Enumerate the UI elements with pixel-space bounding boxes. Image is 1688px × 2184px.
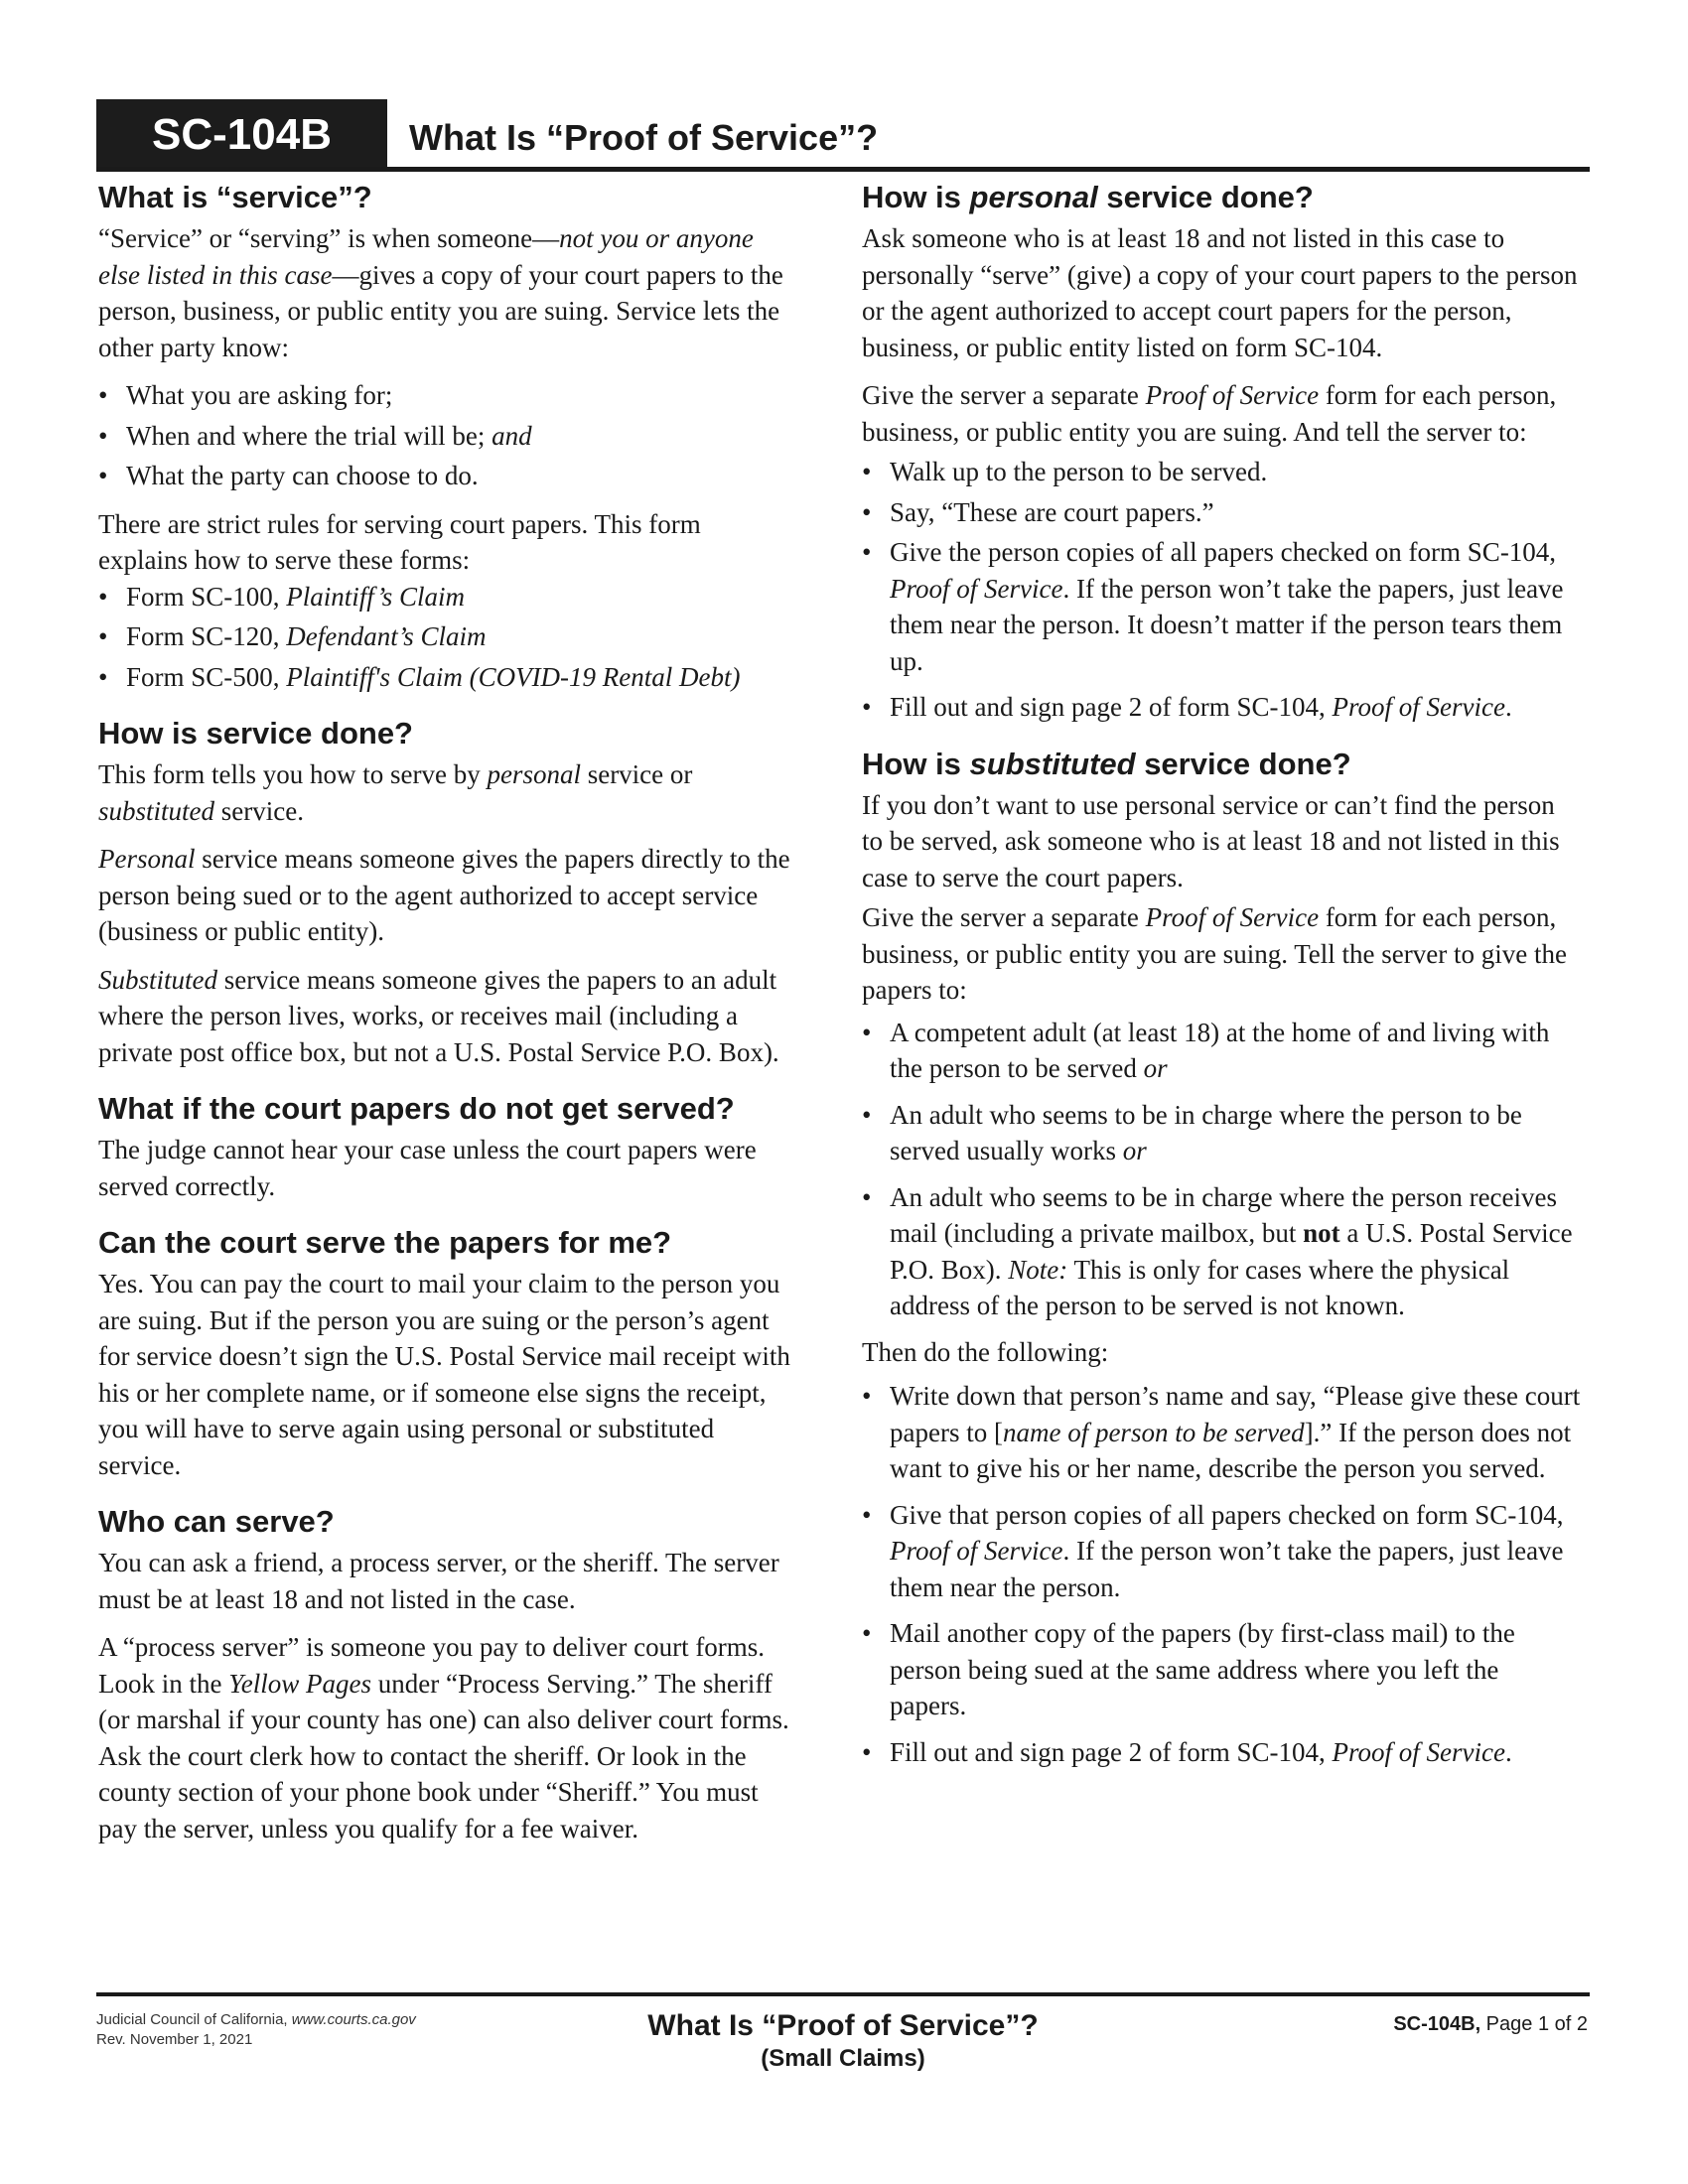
list-item: • An adult who seems to be in charge where the person to be served usually works or bbox=[862, 1097, 1582, 1169]
paragraph: Yes. You can pay the court to mail your claim to the person you are suing. But if the person you are suing or the person’s agent for service doesn’t sign the U.S. Postal Service mail receipt with his or her complete name, or if someone else signs the receipt, you will have to serve again using personal or substituted service. bbox=[98, 1269, 790, 1480]
footer-title: What Is “Proof of Service”? bbox=[647, 2009, 1039, 2042]
section-heading: Can the court serve the papers for me? bbox=[98, 1225, 672, 1260]
list-item: • Form SC-100, Plaintiff’s Claim bbox=[98, 579, 793, 615]
section-what-is-service bbox=[98, 179, 793, 695]
list-item: • Say, “These are court papers.” bbox=[862, 494, 1582, 531]
paragraph: A “process server” is someone you pay to deliver court forms. Look in the Yellow Pages under “Process Serving.” The sheriff (or marshal if your county has one) can also deliver court forms. Ask the court clerk how to contact the sheriff. Or look in the county section of your phone book under “Sheriff.” You must pay the server, unless you qualify for a fee waiver. bbox=[98, 1632, 789, 1843]
left-column bbox=[98, 179, 793, 1858]
list-item: • Form SC-120, Defendant’s Claim bbox=[98, 618, 793, 655]
section-who-can-serve bbox=[98, 1503, 793, 1846]
list-item: • What you are asking for; bbox=[98, 377, 793, 414]
footer-url: www.courts.ca.gov bbox=[291, 2011, 416, 2028]
paragraph: Personal service means someone gives the papers directly to the person being sued or to the agent authorized to accept service (business or public entity). bbox=[98, 844, 790, 946]
form-header bbox=[96, 99, 1590, 171]
paragraph: You can ask a friend, a process server, or the sheriff. The server must be at least 18 and not listed in the case. bbox=[98, 1548, 779, 1614]
form-list bbox=[98, 579, 793, 696]
paragraph: This form tells you how to serve by personal service or substituted service. bbox=[98, 759, 693, 826]
paragraph: Ask someone who is at least 18 and not listed in this case to personally “serve” (give) a copy of your court papers to the person or the agent authorized to accept court papers for the person, business, or public entity listed on form SC-104. bbox=[862, 223, 1578, 362]
page-footer bbox=[96, 1992, 1590, 2082]
footer-title-block bbox=[96, 2008, 1590, 2074]
list-item: • Walk up to the person to be served. bbox=[862, 454, 1582, 490]
list-item: • Fill out and sign page 2 of form SC-104, Proof of Service. bbox=[862, 689, 1582, 726]
section-heading: How is substituted service done? bbox=[862, 746, 1351, 781]
section-heading: What if the court papers do not get served? bbox=[98, 1091, 735, 1126]
footer-publisher: Judicial Council of California, www.courts.ca.gov Rev. November 1, 2021 bbox=[96, 2011, 416, 2048]
paragraph: If you don’t want to use personal service or can’t find the person to be served, ask someone who is at least 18 and not listed in this case to serve the court papers. bbox=[862, 789, 1560, 892]
list-item: • Write down that person’s name and say, “Please give these court papers to [name of person to be served].” If the person does not want to give his or her name, describe the person you served. bbox=[862, 1378, 1582, 1487]
section-heading: How is service done? bbox=[98, 716, 413, 751]
list-item: • Mail another copy of the papers (by first-class mail) to the person being sued at the same address where you left the papers. bbox=[862, 1615, 1582, 1724]
paragraph: Then do the following: bbox=[862, 1336, 1109, 1367]
right-column bbox=[862, 179, 1582, 1782]
list-item: • Give the person copies of all papers checked on form SC-104, Proof of Service. If the person won’t take the papers, just leave them near the person. It doesn’t matter if the person tears them up. bbox=[862, 534, 1582, 679]
section-heading: Who can serve? bbox=[98, 1504, 335, 1539]
footer-subtitle: (Small Claims) bbox=[761, 2045, 925, 2072]
bullet-list bbox=[862, 454, 1582, 726]
list-item: • Form SC-500, Plaintiff's Claim (COVID-19 Rental Debt) bbox=[98, 659, 793, 696]
paragraph: The judge cannot hear your case unless the court papers were served correctly. bbox=[98, 1135, 757, 1201]
paragraph: Give the server a separate Proof of Service form for each person, business, or public entity you are suing. And tell the server to: bbox=[862, 380, 1557, 447]
form-number-badge: SC-104B bbox=[96, 99, 387, 171]
list-item: • Fill out and sign page 2 of form SC-104, Proof of Service. bbox=[862, 1734, 1582, 1771]
section-personal-service bbox=[862, 179, 1582, 726]
section-heading: What is “service”? bbox=[98, 180, 372, 214]
paragraph: Give the server a separate Proof of Service form for each person, business, or public entity you are suing. Tell the server to give the papers to: bbox=[862, 902, 1567, 1005]
list-item: • When and where the trial will be; and bbox=[98, 418, 793, 455]
list-item: • An adult who seems to be in charge where the person receives mail (including a private mailbox, but not a U.S. Postal Service P.O. Box). Note: This is only for cases where the physical address of the person to be served is not known. bbox=[862, 1179, 1582, 1324]
header-rule bbox=[96, 167, 1590, 172]
paragraph: Substituted service means someone gives the papers to an adult where the person lives, works, or receives mail (including a private post office box, but not a U.S. Postal Service P.O. Box). bbox=[98, 964, 779, 1067]
bullet-list bbox=[862, 1378, 1582, 1770]
paragraph: “Service” or “serving” is when someone—not you or anyone else listed in this case—gives a copy of your court papers to the person, business, or public entity you are suing. Service lets the other party know: bbox=[98, 223, 783, 362]
list-item: • What the party can choose to do. bbox=[98, 458, 793, 494]
list-item: • Give that person copies of all papers checked on form SC-104, Proof of Service. If the person won’t take the papers, just leave them near the person. bbox=[862, 1497, 1582, 1606]
section-substituted-service bbox=[862, 746, 1582, 1771]
footer-rule bbox=[96, 1992, 1590, 1996]
section-court-serve bbox=[98, 1224, 793, 1483]
paragraph: There are strict rules for serving court papers. This form explains how to serve these forms: bbox=[98, 508, 701, 575]
bullet-list bbox=[862, 1015, 1582, 1324]
list-item: • A competent adult (at least 18) at the home of and living with the person to be served or bbox=[862, 1015, 1582, 1087]
section-how-is-service-done bbox=[98, 715, 793, 1070]
bullet-list bbox=[98, 377, 793, 494]
footer-page-number: SC-104B, Page 1 of 2 bbox=[1393, 2013, 1588, 2035]
page-title: What Is “Proof of Service”? bbox=[409, 117, 879, 158]
section-heading: How is personal service done? bbox=[862, 180, 1314, 214]
footer-revision: Rev. November 1, 2021 bbox=[96, 2031, 253, 2048]
section-not-served bbox=[98, 1090, 793, 1204]
